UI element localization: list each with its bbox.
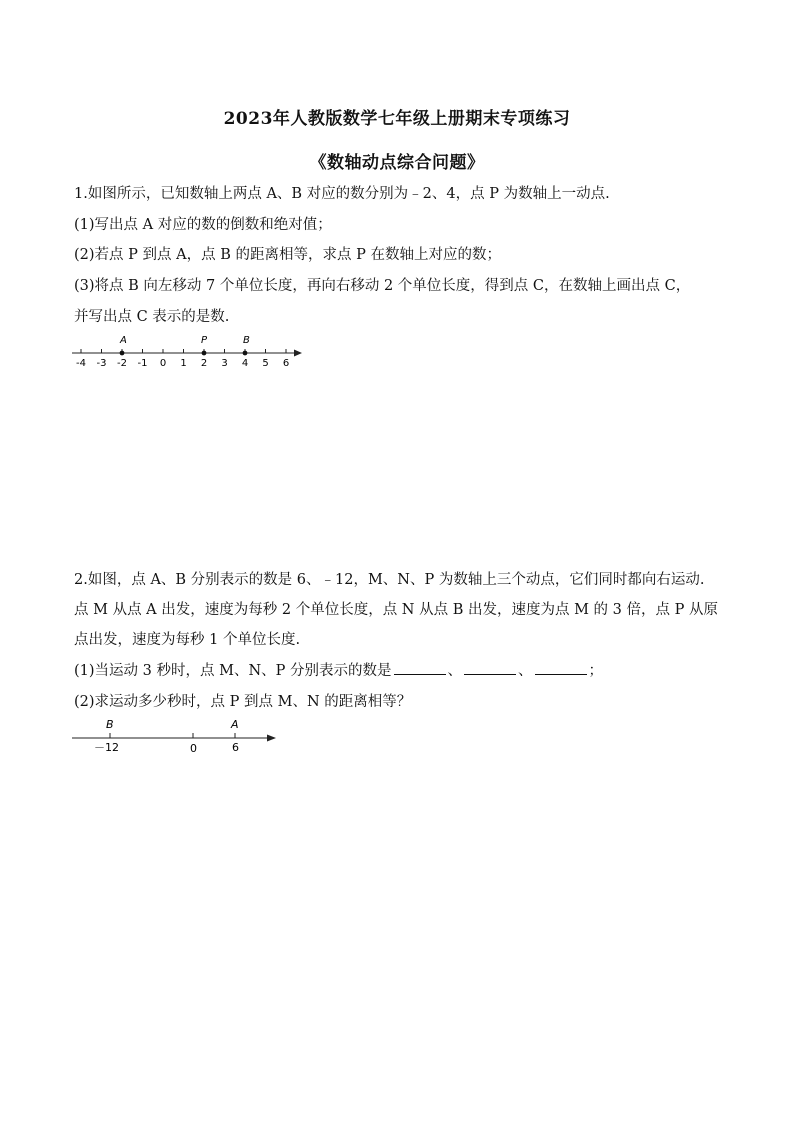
q2-axis-arrow bbox=[267, 735, 276, 742]
q2-line3: 点出发，速度为每秒 1 个单位长度. bbox=[74, 632, 301, 648]
q2-sep-1: 、 bbox=[447, 663, 462, 679]
q1-tick-label: -3 bbox=[96, 358, 107, 369]
answer-blank-m[interactable] bbox=[394, 660, 446, 675]
q1-tick-label: 3 bbox=[221, 358, 228, 369]
q1-point-p-dot bbox=[202, 351, 207, 356]
q1-tick-label: 1 bbox=[180, 358, 187, 369]
q2-end: ； bbox=[588, 663, 603, 679]
q2-line1: 2.如图，点 A、B 分别表示的数是 6、﹣12，M、N、P 为数轴上三个动点，它们同时都向右运动. bbox=[74, 572, 705, 588]
q1-tick-label: 2 bbox=[200, 358, 208, 369]
q2-tick-label-neg12: －12 bbox=[94, 741, 119, 754]
q1-part3-line1: (3)将点 B 向左移动 7 个单位长度，再向右移动 2 个单位长度，得到点 C，在数轴上画出点 C， bbox=[74, 278, 691, 294]
q1-tick-label: 0 bbox=[159, 358, 167, 369]
q1-tick-label: 6 bbox=[282, 358, 290, 369]
q1-axis-arrow bbox=[294, 350, 302, 357]
q1-tick-marks bbox=[76, 349, 289, 369]
q1-stem: 1.如图所示，已知数轴上两点 A、B 对应的数分别为﹣2、4，点 P 为数轴上一动点. bbox=[74, 186, 610, 202]
q2-tick-label-0: 0 bbox=[190, 742, 197, 755]
q1-point-b-dot bbox=[243, 351, 248, 356]
q1-tick-label: -1 bbox=[137, 358, 148, 369]
q1-tick-label: 4 bbox=[241, 358, 249, 369]
q2-line2: 点 M 从点 A 出发，速度为每秒 2 个单位长度，点 N 从点 B 出发，速度为点 M 的 3 倍，点 P 从原 bbox=[74, 602, 718, 618]
q2-part1-text: (1)当运动 3 秒时，点 M、N、P 分别表示的数是 bbox=[74, 663, 392, 679]
q1-tick-label: 5 bbox=[262, 358, 269, 369]
q2-label-a: A bbox=[231, 718, 239, 731]
q2-number-line bbox=[70, 714, 284, 758]
q2-part1 bbox=[74, 659, 603, 680]
q1-part1: (1)写出点 A 对应的数的倒数和绝对值； bbox=[74, 217, 332, 233]
q2-label-b: B bbox=[106, 718, 114, 731]
q1-point-a-dot bbox=[120, 351, 125, 356]
q1-label-b: B bbox=[243, 335, 250, 346]
q1-label-p: P bbox=[201, 335, 208, 346]
q2-part2: (2)求运动多少秒时，点 P 到点 M、N 的距离相等？ bbox=[74, 694, 412, 710]
q1-part3-line2: 并写出点 C 表示的是数. bbox=[74, 309, 230, 325]
q1-tick-label: -2 bbox=[117, 358, 127, 369]
answer-blank-n[interactable] bbox=[464, 660, 516, 675]
q1-number-line bbox=[70, 330, 310, 372]
q1-label-a: A bbox=[120, 335, 127, 346]
page-subtitle: 《数轴动点综合问题》 bbox=[309, 153, 485, 173]
q2-sep-2: 、 bbox=[518, 663, 533, 679]
page-title: 2023年人教版数学七年级上册期末专项练习 bbox=[223, 109, 571, 129]
q1-tick-label: -4 bbox=[76, 358, 86, 369]
q1-part2: (2)若点 P 到点 A，点 B 的距离相等，求点 P 在数轴上对应的数； bbox=[74, 247, 501, 263]
answer-blank-p[interactable] bbox=[535, 660, 587, 675]
q2-tick-label-6: 6 bbox=[232, 741, 239, 754]
